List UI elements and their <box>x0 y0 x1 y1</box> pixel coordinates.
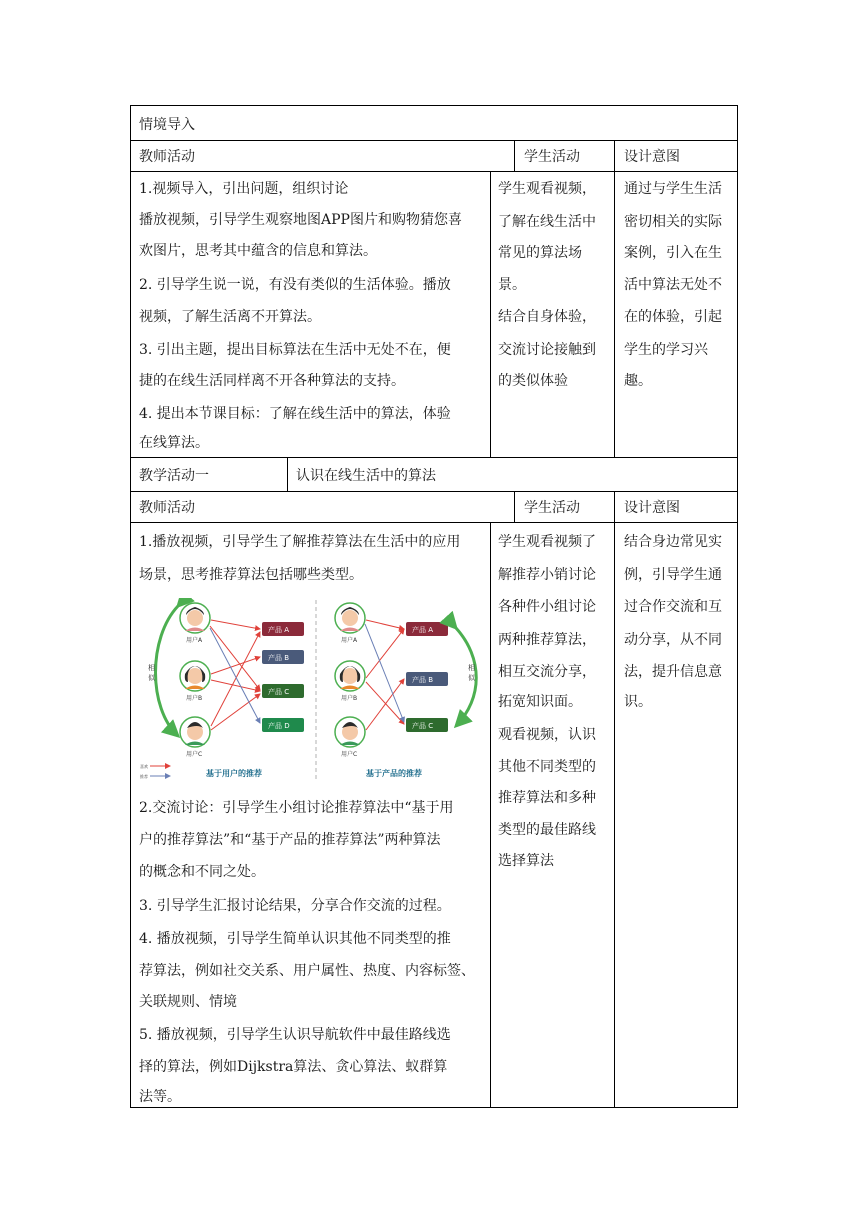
activity-title: 认识在线生活中的算法 <box>296 468 436 484</box>
item-based-caption: 基于产品的推荐 <box>366 769 422 778</box>
user-based-caption: 基于用户的推荐 <box>206 769 262 778</box>
similar-label: 相 <box>148 664 155 672</box>
table-top-border <box>130 105 738 106</box>
text-line: 交流讨论接触到 <box>498 342 596 358</box>
table-right-border <box>737 105 738 1108</box>
text-line: 的概念和不同之处。 <box>139 864 265 880</box>
text-line: 荐算法，例如社交关系、用户属性、热度、内容标签、 <box>139 963 475 979</box>
text-line: 视频，了解生活离不开算法。 <box>139 309 321 325</box>
table-bottom-border <box>130 1107 738 1108</box>
product-d-label: 产品 D <box>268 722 290 730</box>
user-a-avatar <box>180 603 210 633</box>
col-divider <box>614 491 615 522</box>
text-line: 各种件小组讨论 <box>498 599 596 615</box>
right-similar-label: 相 <box>468 664 475 672</box>
right-user-a-label: 用户A <box>341 637 358 644</box>
column-header-design: 设计意图 <box>624 149 680 165</box>
text-line: 过合作交流和互 <box>624 599 722 615</box>
text-line: 择的算法，例如Dijkstra算法、贪心算法、蚁群算 <box>139 1059 448 1075</box>
text-line: 动分享，从不同 <box>624 632 722 648</box>
user-b-avatar <box>180 661 210 691</box>
row-divider <box>130 522 738 523</box>
similar-label: 似 <box>148 674 155 682</box>
product-b-label: 产品 B <box>268 654 290 662</box>
text-line: 密切相关的实际 <box>624 214 722 230</box>
recommendation-figure <box>138 598 483 784</box>
table-left-border <box>130 105 131 1108</box>
col-divider <box>490 522 491 1107</box>
text-line: 4. 提出本节课目标：了解在线生活中的算法，体验 <box>139 406 451 422</box>
text-line: 常见的算法场 <box>498 245 582 261</box>
user-a-label: 用户A <box>186 637 203 644</box>
text-line: 户的推荐算法”和“基于产品的推荐算法”两种算法 <box>139 832 441 848</box>
text-line: 活中算法无处不 <box>624 277 722 293</box>
text-line: 解推荐小销讨论 <box>498 567 596 583</box>
right-user-c-label: 用户C <box>341 751 358 758</box>
column-header-student: 学生活动 <box>524 149 580 165</box>
text-line: 关联规则、情境 <box>139 994 237 1010</box>
product-a-label: 产品 A <box>268 626 290 634</box>
col-divider <box>614 522 615 1107</box>
column-header-design: 设计意图 <box>624 500 680 516</box>
column-header-student: 学生活动 <box>524 500 580 516</box>
col-divider <box>514 491 515 522</box>
text-line: 识。 <box>624 694 652 710</box>
right-user-a-avatar <box>335 603 365 633</box>
text-line: 两种推荐算法， <box>498 632 596 648</box>
text-line: 5. 播放视频，引导学生认识导航软件中最佳路线选 <box>139 1027 451 1043</box>
right-product-c-label: 产品 C <box>412 722 434 730</box>
col-divider <box>287 457 288 491</box>
text-line: 2.交流讨论：引导学生小组讨论推荐算法中“基于用 <box>139 800 454 816</box>
text-line: 欢图片，思考其中蕴含的信息和算法。 <box>139 243 377 259</box>
row-divider <box>130 171 738 172</box>
text-line: 案例，引入在生 <box>624 245 722 261</box>
text-line: 3. 引导学生汇报讨论结果，分享合作交流的过程。 <box>139 898 451 914</box>
text-line: 在线算法。 <box>139 435 209 451</box>
text-line: 学生观看视频了 <box>498 534 596 550</box>
similarity-arc <box>156 606 179 736</box>
row-divider <box>130 491 738 492</box>
right-user-b-avatar <box>335 661 365 691</box>
text-line: 观看视频，认识 <box>498 727 596 743</box>
activity-label: 教学活动一 <box>139 468 209 484</box>
text-line: 3. 引出主题，提出目标算法在生活中无处不在，便 <box>139 342 451 358</box>
text-line: 的类似体验 <box>498 373 568 389</box>
user-b-label: 用户B <box>186 695 203 702</box>
right-recommend-arrows <box>365 624 404 722</box>
text-line: 推荐算法和多种 <box>498 790 596 806</box>
row-divider <box>130 140 738 141</box>
text-line: 通过与学生生活 <box>624 181 722 197</box>
text-line: 学生的学习兴 <box>624 342 708 358</box>
text-line: 相互交流分享， <box>498 664 596 680</box>
text-line: 趣。 <box>624 373 652 389</box>
text-line: 类型的最佳路线 <box>498 822 596 838</box>
recommend-arrows <box>210 628 260 723</box>
product-c-label: 产品 C <box>268 688 290 696</box>
text-line: 播放视频，引导学生观察地图APP图片和购物猜您喜 <box>139 212 462 228</box>
text-line: 景。 <box>498 277 526 293</box>
text-line: 1.播放视频，引导学生了解推荐算法在生活中的应用 <box>139 534 461 550</box>
legend-like-label: 喜欢 <box>140 764 148 769</box>
right-user-b-label: 用户B <box>341 695 358 702</box>
section-title: 情境导入 <box>139 117 195 133</box>
text-line: 2. 引导学生说一说，有没有类似的生活体验。播放 <box>139 277 451 293</box>
text-line: 场景，思考推荐算法包括哪些类型。 <box>139 567 363 583</box>
text-line: 学生观看视频， <box>498 181 596 197</box>
text-line: 在的体验，引起 <box>624 309 722 325</box>
text-line: 1.视频导入，引出问题，组织讨论 <box>139 181 349 197</box>
text-line: 捷的在线生活同样离不开各种算法的支持。 <box>139 373 405 389</box>
col-divider <box>614 140 615 171</box>
text-line: 拓宽知识面。 <box>498 694 582 710</box>
right-similar-label: 似 <box>468 674 475 682</box>
user-c-avatar <box>180 717 210 747</box>
text-line: 其他不同类型的 <box>498 759 596 775</box>
column-header-teacher: 教师活动 <box>139 500 195 516</box>
text-line: 结合自身体验， <box>498 309 596 325</box>
user-c-label: 用户C <box>186 751 203 758</box>
right-product-b-label: 产品 B <box>412 676 434 684</box>
col-divider <box>614 171 615 457</box>
text-line: 4. 播放视频，引导学生简单认识其他不同类型的推 <box>139 931 451 947</box>
text-line: 法，提升信息意 <box>624 664 722 680</box>
legend-recommend-label: 推荐 <box>140 774 148 779</box>
row-divider <box>130 457 738 458</box>
text-line: 了解在线生活中 <box>498 214 596 230</box>
col-divider <box>490 171 491 457</box>
col-divider <box>514 140 515 171</box>
right-user-c-avatar <box>335 717 365 747</box>
text-line: 法等。 <box>139 1089 181 1105</box>
text-line: 选择算法 <box>498 853 554 869</box>
right-product-a-label: 产品 A <box>412 626 434 634</box>
text-line: 结合身边常见实 <box>624 534 722 550</box>
column-header-teacher: 教师活动 <box>139 149 195 165</box>
text-line: 例，引导学生通 <box>624 567 722 583</box>
